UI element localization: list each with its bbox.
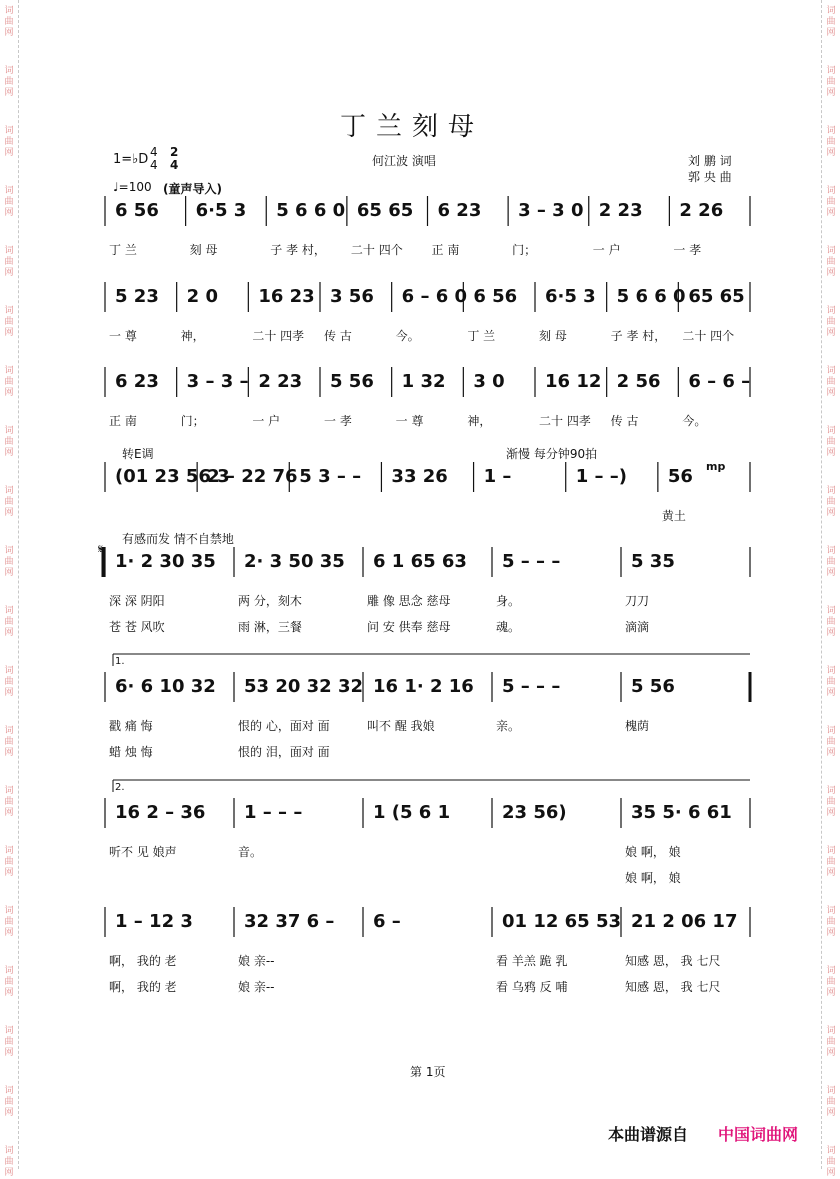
watermark-mark: 词 曲 网 bbox=[826, 426, 836, 458]
measure-notes: 33 26 bbox=[391, 466, 448, 487]
row-annotation: 渐慢 每分钟90拍 bbox=[506, 447, 598, 461]
measure-notes: 2 23 bbox=[598, 200, 643, 221]
measure-notes: 35 5· 6 61 bbox=[631, 802, 732, 823]
watermark-mark: 词 曲 网 bbox=[4, 846, 14, 878]
measure-notes: 5 23 bbox=[115, 286, 159, 307]
page-number: 第 1页 bbox=[410, 1065, 446, 1079]
measure-notes: 5 6 6 0 bbox=[276, 200, 346, 221]
lyric-syllables: 刻 母 bbox=[539, 329, 567, 343]
watermark-mark: 词 曲 网 bbox=[826, 126, 836, 158]
lyric-syllables: 黄土 bbox=[661, 509, 686, 523]
watermark-mark: 词 曲 网 bbox=[826, 786, 836, 818]
measure-notes: 56 bbox=[667, 466, 693, 487]
watermark-mark: 词 曲 网 bbox=[4, 1026, 14, 1058]
watermark-mark: 词 曲 网 bbox=[4, 666, 14, 698]
watermark-mark: 词 曲 网 bbox=[4, 726, 14, 758]
lyric-syllables: 恨的 心，面对 面 bbox=[238, 719, 330, 733]
measure-notes: 1 – – – bbox=[244, 802, 303, 823]
watermark-mark: 词 曲 网 bbox=[826, 1026, 836, 1058]
watermark-mark: 词 曲 网 bbox=[4, 1086, 14, 1118]
lyricist: 刘 鹏 词 bbox=[688, 154, 732, 168]
lyric-syllables: 知感 恩， 我 七尺 bbox=[625, 980, 721, 994]
watermark-mark: 词 曲 网 bbox=[4, 246, 14, 278]
measure-notes: 2 56 bbox=[616, 371, 661, 392]
watermark-mark: 词 曲 网 bbox=[4, 186, 14, 218]
measure-notes: 6 1 65 63 bbox=[373, 551, 467, 572]
lyric-syllables: 娘 啊， 娘 bbox=[625, 871, 681, 885]
watermark-mark: 词 曲 网 bbox=[826, 246, 836, 278]
lyric-syllables: 身。 bbox=[496, 594, 521, 608]
measure-notes: 5 – – – bbox=[502, 551, 561, 572]
score-title: 丁兰刻母 bbox=[340, 112, 485, 142]
watermark-mark: 词 曲 网 bbox=[826, 306, 836, 338]
watermark-mark: 词 曲 网 bbox=[826, 66, 836, 98]
lyric-syllables: 雕 像 思念 慈母 bbox=[367, 594, 451, 608]
watermark-mark: 词 曲 网 bbox=[826, 666, 836, 698]
lyric-syllables: 雨 淋，三餐 bbox=[238, 620, 302, 634]
lyric-syllables: 丁 兰 bbox=[109, 243, 137, 257]
lyric-syllables: 神， bbox=[180, 329, 205, 343]
watermark-mark: 词 曲 网 bbox=[4, 426, 14, 458]
watermark-mark: 词 曲 网 bbox=[4, 1146, 14, 1178]
measure-notes: 2 0 bbox=[186, 286, 218, 307]
lyric-syllables: 两 分，刻木 bbox=[238, 594, 302, 608]
measure-notes: 23 56) bbox=[502, 802, 567, 823]
measure-notes: 21 2 06 17 bbox=[631, 911, 738, 932]
lyric-syllables: 娘 啊， 娘 bbox=[625, 845, 681, 859]
lyric-syllables: 一 孝 bbox=[673, 243, 702, 257]
lyric-syllables: 娘 亲-- bbox=[238, 954, 275, 968]
segno-mark: 𝄋 bbox=[98, 542, 104, 556]
measure-notes: 32 37 6 – bbox=[244, 911, 335, 932]
lyric-syllables: 子 孝 村， bbox=[270, 243, 326, 257]
measure-notes: 6 – 6 – bbox=[688, 371, 751, 392]
lyric-syllables: 听不 见 娘声 bbox=[109, 845, 177, 859]
watermark-mark: 词 曲 网 bbox=[4, 486, 14, 518]
measure-notes: 65 65 bbox=[688, 286, 745, 307]
measure-notes: 5 6 6 0 bbox=[616, 286, 686, 307]
lyric-syllables: 槐荫 bbox=[625, 719, 650, 733]
lyric-syllables: 知感 恩， 我 七尺 bbox=[625, 954, 721, 968]
lyric-syllables: 传 古 bbox=[324, 329, 352, 343]
performer: 何江波 演唱 bbox=[372, 154, 436, 168]
measure-notes: 5 56 bbox=[330, 371, 374, 392]
lyric-syllables: 二十 四个 bbox=[682, 329, 735, 343]
lyric-syllables: 神， bbox=[467, 414, 492, 428]
measure-notes: 6 56 bbox=[473, 286, 518, 307]
lyric-syllables: 二十 四孝 bbox=[252, 329, 305, 343]
measure-notes: (01 23 56 3 bbox=[115, 466, 230, 487]
lyric-syllables: 蜡 烛 悔 bbox=[109, 745, 153, 759]
watermark-mark: 词 曲 网 bbox=[4, 6, 14, 38]
row-annotation: 转E调 bbox=[122, 447, 154, 461]
watermark-mark: 词 曲 网 bbox=[4, 786, 14, 818]
measure-notes: 2 – 22 76 bbox=[207, 466, 298, 487]
measure-notes: 6·5 3 bbox=[195, 200, 247, 221]
measure-notes: 2 26 bbox=[679, 200, 724, 221]
lyric-syllables: 刀刀 bbox=[625, 594, 650, 608]
lyric-syllables: 门； bbox=[180, 414, 205, 428]
source-site-link[interactable]: 中国词曲网 bbox=[718, 1125, 799, 1144]
lyric-syllables: 一 尊 bbox=[109, 329, 137, 343]
watermark-mark: 词 曲 网 bbox=[4, 606, 14, 638]
watermark-mark: 词 曲 网 bbox=[826, 606, 836, 638]
lyric-syllables: 二十 四个 bbox=[350, 243, 403, 257]
lyric-syllables: 音。 bbox=[238, 845, 263, 859]
watermark-mark: 词 曲 网 bbox=[826, 1086, 836, 1118]
watermark-mark: 词 曲 网 bbox=[826, 1146, 836, 1178]
watermark-mark: 词 曲 网 bbox=[826, 6, 836, 38]
volta-number: 1. bbox=[115, 656, 125, 667]
measure-notes: 16 1· 2 16 bbox=[373, 676, 474, 697]
lyric-syllables: 娘 亲-- bbox=[238, 980, 275, 994]
lyric-syllables: 恨的 泪，面对 面 bbox=[238, 745, 330, 759]
measure-notes: 6· 6 10 32 bbox=[115, 676, 216, 697]
measure-notes: 6 – bbox=[373, 911, 401, 932]
lyric-syllables: 丁 兰 bbox=[467, 329, 496, 343]
lyric-syllables: 滴滴 bbox=[625, 620, 650, 634]
lyric-syllables: 今。 bbox=[682, 414, 707, 428]
lyric-syllables: 深 深 阴阳 bbox=[109, 594, 165, 608]
watermark-mark: 词 曲 网 bbox=[4, 966, 14, 998]
measure-notes: 3 – 3 – bbox=[186, 371, 249, 392]
measure-notes: 16 23 bbox=[258, 286, 315, 307]
watermark-mark: 词 曲 网 bbox=[826, 366, 836, 398]
lyric-syllables: 二十 四孝 bbox=[539, 414, 591, 428]
watermark-mark: 词 曲 网 bbox=[826, 546, 836, 578]
measure-notes: 65 65 bbox=[356, 200, 414, 221]
lyric-syllables: 一 孝 bbox=[324, 414, 352, 428]
measure-notes: 5 35 bbox=[631, 551, 675, 572]
measure-notes: 3 56 bbox=[330, 286, 374, 307]
measure-notes: 2· 3 50 35 bbox=[244, 551, 345, 572]
measure-notes: 6 23 bbox=[115, 371, 159, 392]
measure-notes: 1 32 bbox=[401, 371, 446, 392]
tempo-mark: ♩=100 bbox=[113, 180, 152, 194]
watermark-mark: 词 曲 网 bbox=[4, 906, 14, 938]
lyric-syllables: 啊， 我的 老 bbox=[109, 954, 177, 968]
measure-notes: 1 – 12 3 bbox=[115, 911, 193, 932]
lyric-syllables: 一 户 bbox=[252, 414, 281, 428]
key-signature: 1=♭D bbox=[113, 152, 149, 167]
lyric-syllables: 子 孝 村， bbox=[610, 329, 667, 343]
composer: 郭 央 曲 bbox=[688, 170, 732, 184]
measure-notes: 53 20 32 32 bbox=[244, 676, 363, 697]
watermark-mark: 词 曲 网 bbox=[826, 906, 836, 938]
measure-notes: 5 56 bbox=[631, 676, 675, 697]
measure-notes: 1· 2 30 35 bbox=[115, 551, 216, 572]
measure-notes: 6·5 3 bbox=[545, 286, 596, 307]
watermark-mark: 词 曲 网 bbox=[826, 186, 836, 218]
measure-notes: 3 – 3 0 bbox=[518, 200, 584, 221]
lyric-syllables: 啊， 我的 老 bbox=[109, 980, 177, 994]
measure-notes: 01 12 65 53 bbox=[502, 911, 621, 932]
lyric-syllables: 戳 痛 悔 bbox=[109, 719, 153, 733]
lyric-syllables: 今。 bbox=[395, 329, 420, 343]
measure-notes: 5 – – – bbox=[502, 676, 561, 697]
watermark-mark: 词 曲 网 bbox=[4, 546, 14, 578]
watermark-mark: 词 曲 网 bbox=[826, 486, 836, 518]
measure-notes: 1 – bbox=[483, 466, 512, 487]
lyric-syllables: 叫不 醒 我娘 bbox=[367, 719, 435, 733]
lyric-syllables: 苍 苍 风吹 bbox=[109, 620, 165, 634]
lyric-syllables: 一 户 bbox=[592, 243, 621, 257]
measure-notes: 6 23 bbox=[437, 200, 482, 221]
lyric-syllables: 正 南 bbox=[109, 414, 137, 428]
watermark-mark: 词 曲 网 bbox=[4, 126, 14, 158]
watermark-mark: 词 曲 网 bbox=[4, 366, 14, 398]
intro-note: (童声导入) bbox=[163, 182, 222, 196]
measure-notes: 16 12 bbox=[545, 371, 602, 392]
lyric-syllables: 亲。 bbox=[496, 719, 521, 733]
lyric-syllables: 魂。 bbox=[496, 620, 521, 634]
source-label: 本曲谱源自 bbox=[608, 1125, 689, 1144]
lyric-syllables: 问 安 供奉 慈母 bbox=[367, 620, 451, 634]
watermark-mark: 词 曲 网 bbox=[826, 726, 836, 758]
time-signature-a: 4 4 bbox=[150, 145, 158, 172]
measure-notes: 5 3 – – bbox=[299, 466, 362, 487]
measure-notes: 1 – –) bbox=[575, 466, 628, 487]
dynamic-mark: mp bbox=[706, 460, 726, 473]
lyric-syllables: 正 南 bbox=[431, 243, 460, 257]
watermark-mark: 词 曲 网 bbox=[4, 66, 14, 98]
measure-notes: 3 0 bbox=[473, 371, 505, 392]
lyric-syllables: 门； bbox=[512, 243, 537, 257]
measure-notes: 1 (5 6 1 bbox=[373, 802, 451, 823]
measure-notes: 16 2 – 36 bbox=[115, 802, 206, 823]
lyric-syllables: 刻 母 bbox=[189, 243, 218, 257]
lyric-syllables: 看 羊羔 跪 乳 bbox=[496, 954, 568, 968]
lyric-syllables: 一 尊 bbox=[395, 414, 424, 428]
measure-notes: 2 23 bbox=[258, 371, 303, 392]
lyric-syllables: 看 乌鸦 反 哺 bbox=[496, 980, 568, 994]
measure-notes: 6 56 bbox=[115, 200, 159, 221]
watermark-mark: 词 曲 网 bbox=[826, 966, 836, 998]
lyric-syllables: 传 古 bbox=[610, 414, 639, 428]
measure-notes: 6 – 6 0 bbox=[401, 286, 468, 307]
time-signature-b: 2 4 bbox=[170, 145, 179, 172]
row-annotation: 有感而发 情不自禁地 bbox=[122, 532, 234, 546]
watermark-mark: 词 曲 网 bbox=[4, 306, 14, 338]
volta-number: 2. bbox=[115, 782, 125, 793]
watermark-mark: 词 曲 网 bbox=[826, 846, 836, 878]
